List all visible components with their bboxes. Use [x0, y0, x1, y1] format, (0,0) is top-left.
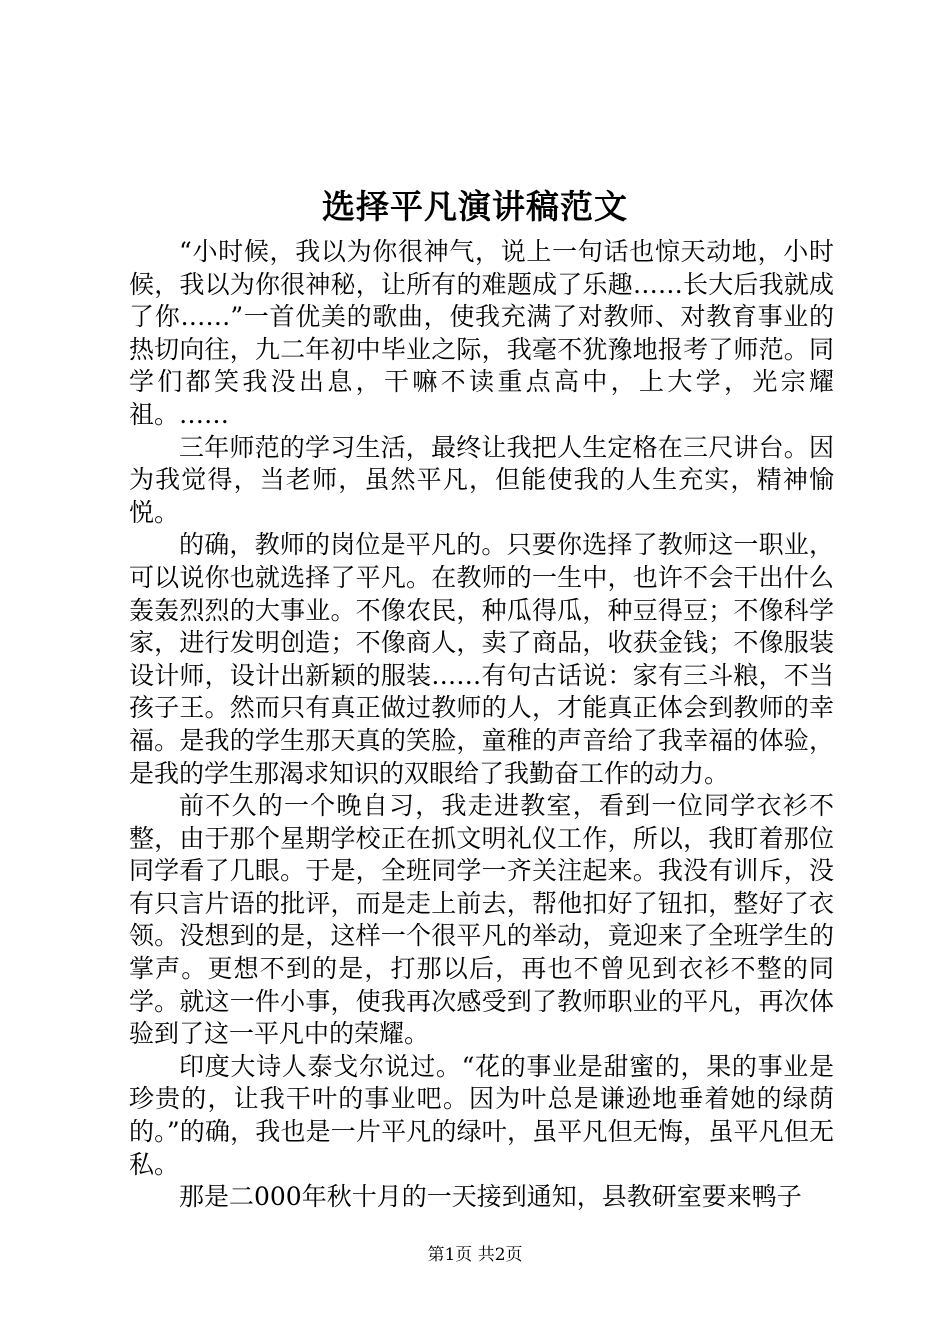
paragraph-2: 三年师范的学习生活，最终让我把人生定格在三尺讲台。因为我觉得，当老师，虽然平凡，但能使我的人生充实，精神愉悦。: [129, 432, 834, 527]
document-title: 选择平凡演讲稿范文: [322, 187, 628, 226]
paragraph-4: 前不久的一个晚自习，我走进教室，看到一位同学衣衫不整，由于那个星期学校正在抓文明礼仪工作，所以，我盯着那位同学看了几眼。于是，全班同学一齐关注起来。我没有训斥，没有只言片语的批评，而是走上前去，帮他扣好了钮扣，整好了衣领。没想到的是，这样一个很平凡的举动，竟迎来了全班学生的掌声。更想不到的是，打那以后，再也不曾见到衣衫不整的同学。就这一件小事，使我再次感受到了教师职业的平凡，再次体验到了这一平凡中的荣耀。: [129, 791, 834, 1049]
paragraph-1: “小时候，我以为你很神气，说上一句话也惊天动地，小时候，我以为你很神秘，让所有的难题成了乐趣……长大后我就成了你……”一首优美的歌曲，使我充满了对教师、对教育事业的热切向往，九二年初中毕业之际，我毫不犹豫地报考了师范。同学们都笑我没出息，干嘛不读重点高中，上大学，光宗耀祖。……: [129, 237, 834, 429]
paragraph-3: 的确，教师的岗位是平凡的。只要你选择了教师这一职业，可以说你也就选择了平凡。在教师的一生中，也许不会干出什么轰轰烈烈的大事业。不像农民，种瓜得瓜，种豆得豆；不像科学家，进行发明创造；不像商人，卖了商品，收获金钱；不像服装设计师，设计出新颖的服装……有句古话说：家有三斗粮，不当孩子王。然而只有真正做过教师的人，才能真正体会到教师的幸福。是我的学生那天真的笑脸，童稚的声音给了我幸福的体验，是我的学生那渴求知识的双眼给了我勤奋工作的动力。: [129, 530, 834, 788]
document-body: [129, 236, 834, 1214]
paragraph-5: 印度大诗人泰戈尔说过。“花的事业是甜蜜的，果的事业是珍贵的，让我干叶的事业吧。因为叶总是谦逊地垂着她的绿荫的。”的确，我也是一片平凡的绿叶，虽平凡但无悔，虽平凡但无私。: [129, 1051, 834, 1179]
paragraph-6: 那是二000年秋十月的一天接到通知，县教研室要来鸭子: [179, 1182, 802, 1212]
page-number-footer: 第1页 共2页: [427, 1245, 523, 1265]
